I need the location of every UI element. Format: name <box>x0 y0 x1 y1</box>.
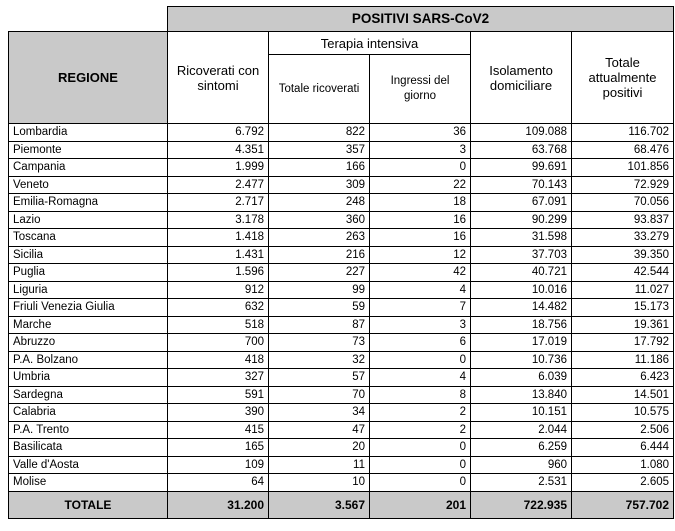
totale-positivi-value: 68.476 <box>572 141 674 159</box>
region-name: Campania <box>9 159 168 177</box>
table-row <box>9 369 674 387</box>
ingressi-value: 22 <box>370 176 471 194</box>
table-row <box>9 211 674 229</box>
ricoverati-value: 415 <box>168 421 269 439</box>
ricoverati-value: 4.351 <box>168 141 269 159</box>
table-row <box>9 194 674 212</box>
totale-positivi-value: 15.173 <box>572 299 674 317</box>
totale-positivi-value: 11.186 <box>572 351 674 369</box>
region-name: Sicilia <box>9 246 168 264</box>
ingressi-value: 2 <box>370 421 471 439</box>
region-name: P.A. Trento <box>9 421 168 439</box>
ingressi-value: 0 <box>370 439 471 457</box>
ingressi-value: 3 <box>370 316 471 334</box>
ricoverati-value: 2.477 <box>168 176 269 194</box>
region-name: Veneto <box>9 176 168 194</box>
region-name: Emilia-Romagna <box>9 194 168 212</box>
table-row <box>9 474 674 492</box>
ricoverati-value: 1.999 <box>168 159 269 177</box>
table-row <box>9 159 674 177</box>
terapia-value: 360 <box>269 211 370 229</box>
total-ingressi: 201 <box>370 491 471 518</box>
totale-positivi-value: 2.605 <box>572 474 674 492</box>
region-name: P.A. Bolzano <box>9 351 168 369</box>
isolamento-value: 37.703 <box>471 246 572 264</box>
total-ricoverati: 31.200 <box>168 491 269 518</box>
ingressi-value: 3 <box>370 141 471 159</box>
isolamento-value: 99.691 <box>471 159 572 177</box>
isolamento-value: 10.016 <box>471 281 572 299</box>
ricoverati-value: 64 <box>168 474 269 492</box>
ricoverati-value: 6.792 <box>168 124 269 142</box>
totale-positivi-value: 19.361 <box>572 316 674 334</box>
isolamento-value: 18.756 <box>471 316 572 334</box>
region-name: Molise <box>9 474 168 492</box>
isolamento-value: 109.088 <box>471 124 572 142</box>
table-row <box>9 316 674 334</box>
totale-positivi-value: 72.929 <box>572 176 674 194</box>
table-row <box>9 246 674 264</box>
ingressi-value: 0 <box>370 456 471 474</box>
terapia-value: 57 <box>269 369 370 387</box>
table-body <box>9 124 674 492</box>
ricoverati-value: 912 <box>168 281 269 299</box>
table-row <box>9 421 674 439</box>
total-positivi: 757.702 <box>572 491 674 518</box>
terapia-value: 166 <box>269 159 370 177</box>
region-header: REGIONE <box>9 32 168 124</box>
isolamento-value: 14.482 <box>471 299 572 317</box>
ingressi-value: 7 <box>370 299 471 317</box>
region-name: Calabria <box>9 404 168 422</box>
ingressi-value: 4 <box>370 369 471 387</box>
isolamento-value: 31.598 <box>471 229 572 247</box>
ricoverati-value: 418 <box>168 351 269 369</box>
totale-positivi-value: 6.423 <box>572 369 674 387</box>
terapia-value: 47 <box>269 421 370 439</box>
col-isolamento-header: Isolamento domiciliare <box>471 32 572 124</box>
ricoverati-value: 165 <box>168 439 269 457</box>
ingressi-value: 36 <box>370 124 471 142</box>
table-row <box>9 386 674 404</box>
totale-positivi-value: 39.350 <box>572 246 674 264</box>
ingressi-value: 0 <box>370 159 471 177</box>
ricoverati-value: 591 <box>168 386 269 404</box>
ricoverati-value: 390 <box>168 404 269 422</box>
table-row <box>9 281 674 299</box>
region-name: Valle d'Aosta <box>9 456 168 474</box>
totale-positivi-value: 17.792 <box>572 334 674 352</box>
table-row <box>9 176 674 194</box>
table-row <box>9 229 674 247</box>
empty-corner-cell <box>9 7 168 32</box>
table-row <box>9 351 674 369</box>
region-name: Abruzzo <box>9 334 168 352</box>
ricoverati-value: 2.717 <box>168 194 269 212</box>
covid-table-container <box>8 6 674 519</box>
terapia-value: 32 <box>269 351 370 369</box>
ricoverati-value: 1.596 <box>168 264 269 282</box>
ingressi-value: 0 <box>370 351 471 369</box>
totale-positivi-value: 6.444 <box>572 439 674 457</box>
terapia-value: 87 <box>269 316 370 334</box>
table-row <box>9 264 674 282</box>
totale-positivi-value: 11.027 <box>572 281 674 299</box>
region-name: Puglia <box>9 264 168 282</box>
isolamento-value: 10.151 <box>471 404 572 422</box>
terapia-intensiva-header: Terapia intensiva <box>269 32 471 55</box>
ingressi-value: 12 <box>370 246 471 264</box>
isolamento-value: 960 <box>471 456 572 474</box>
table-row <box>9 456 674 474</box>
table-title: POSITIVI SARS-CoV2 <box>168 7 674 32</box>
terapia-value: 309 <box>269 176 370 194</box>
terapia-value: 357 <box>269 141 370 159</box>
totale-positivi-value: 70.056 <box>572 194 674 212</box>
terapia-value: 11 <box>269 456 370 474</box>
table-row <box>9 334 674 352</box>
region-name: Liguria <box>9 281 168 299</box>
ingressi-value: 18 <box>370 194 471 212</box>
col-totale-positivi-header: Totale attualmente positivi <box>572 32 674 124</box>
ingressi-value: 4 <box>370 281 471 299</box>
totale-positivi-value: 93.837 <box>572 211 674 229</box>
totale-positivi-value: 33.279 <box>572 229 674 247</box>
terapia-value: 227 <box>269 264 370 282</box>
terapia-value: 216 <box>269 246 370 264</box>
isolamento-value: 67.091 <box>471 194 572 212</box>
table-row <box>9 124 674 142</box>
isolamento-value: 90.299 <box>471 211 572 229</box>
region-name: Sardegna <box>9 386 168 404</box>
ricoverati-value: 700 <box>168 334 269 352</box>
col-ingressi-header: Ingressi del giorno <box>370 55 471 124</box>
positivi-table <box>8 6 674 519</box>
isolamento-value: 6.259 <box>471 439 572 457</box>
region-name: Umbria <box>9 369 168 387</box>
ricoverati-value: 327 <box>168 369 269 387</box>
region-name: Piemonte <box>9 141 168 159</box>
region-name: Basilicata <box>9 439 168 457</box>
terapia-value: 73 <box>269 334 370 352</box>
table-row <box>9 141 674 159</box>
ingressi-value: 8 <box>370 386 471 404</box>
ricoverati-value: 3.178 <box>168 211 269 229</box>
totale-positivi-value: 2.506 <box>572 421 674 439</box>
ricoverati-value: 1.418 <box>168 229 269 247</box>
col-ricoverati-header: Ricoverati con sintomi <box>168 32 269 124</box>
region-name: Lazio <box>9 211 168 229</box>
total-row <box>9 491 674 518</box>
ingressi-value: 16 <box>370 229 471 247</box>
totale-positivi-value: 10.575 <box>572 404 674 422</box>
col-totale-ricoverati-header: Totale ricoverati <box>269 55 370 124</box>
ingressi-value: 0 <box>370 474 471 492</box>
total-isolamento: 722.935 <box>471 491 572 518</box>
terapia-value: 822 <box>269 124 370 142</box>
isolamento-value: 17.019 <box>471 334 572 352</box>
table-row <box>9 404 674 422</box>
total-label: TOTALE <box>9 491 168 518</box>
terapia-value: 70 <box>269 386 370 404</box>
isolamento-value: 63.768 <box>471 141 572 159</box>
terapia-value: 20 <box>269 439 370 457</box>
ricoverati-value: 632 <box>168 299 269 317</box>
total-terapia: 3.567 <box>269 491 370 518</box>
isolamento-value: 40.721 <box>471 264 572 282</box>
ingressi-value: 16 <box>370 211 471 229</box>
terapia-value: 99 <box>269 281 370 299</box>
region-name: Lombardia <box>9 124 168 142</box>
terapia-value: 248 <box>269 194 370 212</box>
ingressi-value: 2 <box>370 404 471 422</box>
region-name: Friuli Venezia Giulia <box>9 299 168 317</box>
ingressi-value: 6 <box>370 334 471 352</box>
terapia-value: 59 <box>269 299 370 317</box>
ricoverati-value: 1.431 <box>168 246 269 264</box>
isolamento-value: 6.039 <box>471 369 572 387</box>
totale-positivi-value: 14.501 <box>572 386 674 404</box>
ricoverati-value: 518 <box>168 316 269 334</box>
totale-positivi-value: 101.856 <box>572 159 674 177</box>
terapia-value: 263 <box>269 229 370 247</box>
ingressi-value: 42 <box>370 264 471 282</box>
isolamento-value: 2.531 <box>471 474 572 492</box>
isolamento-value: 70.143 <box>471 176 572 194</box>
region-name: Toscana <box>9 229 168 247</box>
totale-positivi-value: 1.080 <box>572 456 674 474</box>
isolamento-value: 2.044 <box>471 421 572 439</box>
table-row <box>9 439 674 457</box>
table-row <box>9 299 674 317</box>
totale-positivi-value: 42.544 <box>572 264 674 282</box>
terapia-value: 34 <box>269 404 370 422</box>
ricoverati-value: 109 <box>168 456 269 474</box>
region-name: Marche <box>9 316 168 334</box>
isolamento-value: 10.736 <box>471 351 572 369</box>
totale-positivi-value: 116.702 <box>572 124 674 142</box>
isolamento-value: 13.840 <box>471 386 572 404</box>
terapia-value: 10 <box>269 474 370 492</box>
